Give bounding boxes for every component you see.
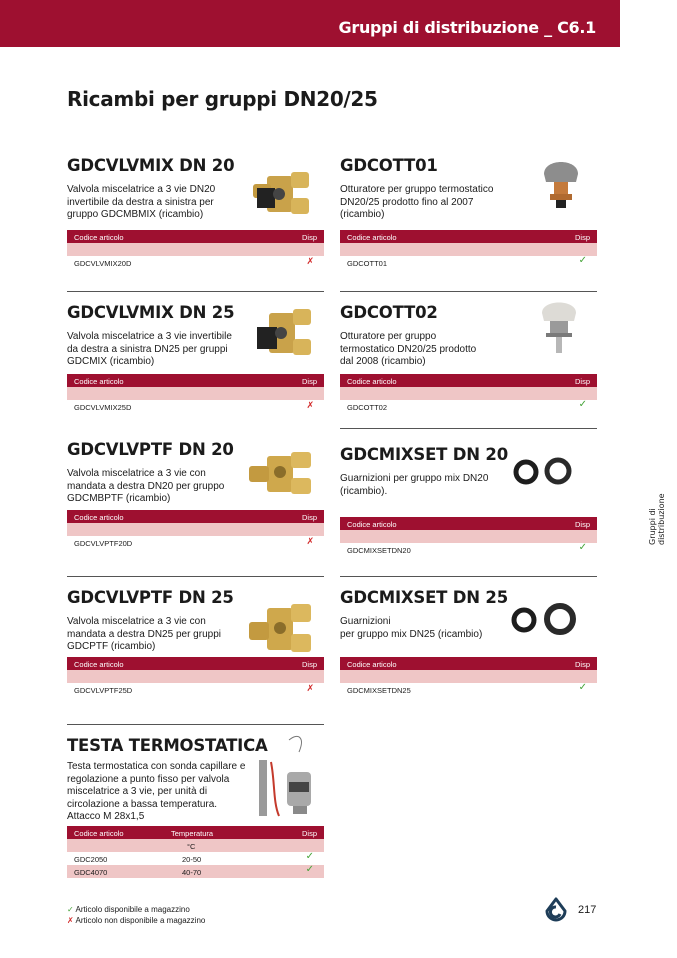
table-band <box>340 243 597 256</box>
divider <box>340 291 597 292</box>
legend-unavailable <box>67 915 205 926</box>
article-table <box>67 374 324 413</box>
table-row <box>67 683 324 696</box>
unavailable-cross-icon: ✗ <box>306 256 314 266</box>
col-code-header: Codice articolo <box>347 232 397 242</box>
article-code: GDCOTT01 <box>347 259 388 268</box>
legend-unavailable-text: Articolo non disponibile a magazzino <box>75 916 206 925</box>
product-gdcmixset-dn20 <box>340 428 597 558</box>
divider <box>340 576 597 577</box>
table-band <box>67 243 324 256</box>
temperature-range: 20-50 <box>182 855 202 864</box>
col-code-header: Codice articolo <box>74 232 124 242</box>
product-name: GDCVLVPTF DN 25 <box>67 588 234 607</box>
temperature-unit: °C <box>187 842 196 851</box>
col-temperature-header: Temperatura <box>171 828 214 838</box>
available-check-icon: ✓ <box>305 864 314 875</box>
article-table <box>67 230 324 269</box>
table-band <box>67 523 324 536</box>
product-description: Valvola miscelatrice a 3 vie con mandata a destra DN20 per gruppo GDCMBPTF (ricambio) <box>67 468 225 505</box>
table-header <box>67 826 324 839</box>
valve-image <box>245 446 317 502</box>
table-band <box>67 670 324 683</box>
valve-image <box>247 168 317 220</box>
table-row <box>340 543 597 556</box>
table-header <box>67 374 324 387</box>
table-row <box>67 852 324 865</box>
brand-logo-icon <box>543 897 569 923</box>
available-check-icon: ✓ <box>578 682 587 693</box>
table-header <box>340 657 597 670</box>
page-title: Ricambi per gruppi DN20/25 <box>67 87 378 111</box>
table-row <box>340 400 597 413</box>
table-header <box>340 517 597 530</box>
divider <box>67 724 324 725</box>
table-band <box>340 387 597 400</box>
temperature-table <box>67 826 324 878</box>
col-disp-header: Disp <box>301 659 317 669</box>
availability-legend <box>67 904 205 926</box>
table-band <box>67 839 324 852</box>
side-label-line: Gruppi di <box>648 508 657 545</box>
col-disp-header: Disp <box>301 376 317 386</box>
article-code: GDCMIXSETDN20 <box>347 546 411 555</box>
legend-available-text: Articolo disponibile a magazzino <box>75 905 190 914</box>
product-name: GDCMIXSET DN 25 <box>340 588 508 607</box>
unavailable-cross-icon: ✗ <box>67 916 74 925</box>
product-name: TESTA TERMOSTATICA <box>67 736 268 755</box>
col-disp-header: Disp <box>574 659 590 669</box>
valve-image <box>247 305 317 361</box>
unavailable-cross-icon: ✗ <box>306 536 314 546</box>
temperature-range: 40-70 <box>182 868 202 877</box>
product-gdcott02 <box>340 291 597 421</box>
product-name: GDCOTT02 <box>340 303 438 322</box>
product-description: Otturatore per gruppo termostatico DN20/25 prodotto dal 2008 (ricambio) <box>340 331 477 368</box>
product-name: GDCVLVPTF DN 20 <box>67 440 234 459</box>
article-code: GDCVLVPTF20D <box>74 539 133 548</box>
product-gdcvlvmix-dn25 <box>67 291 324 421</box>
product-gdcmixset-dn25 <box>340 576 597 706</box>
legend-available <box>67 904 205 915</box>
gasket-image <box>512 456 576 486</box>
product-description: Guarnizioni per gruppo mix DN20 (ricambio). <box>340 473 489 497</box>
table-row <box>340 256 597 269</box>
description-line: per gruppo mix DN25 (ricambio) <box>340 628 483 640</box>
product-gdcvlvptf-dn25 <box>67 576 324 706</box>
side-section-label <box>648 493 666 545</box>
col-code-header: Codice articolo <box>74 376 124 386</box>
divider <box>67 576 324 577</box>
table-header <box>67 510 324 523</box>
product-name: GDCVLVMIX DN 20 <box>67 156 235 175</box>
thermostatic-head-image <box>249 732 321 824</box>
product-description: Valvola miscelatrice a 3 vie DN20 invertibile da destra a sinistra per gruppo GDCMBMIX (ricambio) <box>67 184 216 221</box>
available-check-icon: ✓ <box>578 255 587 266</box>
table-row <box>67 865 324 878</box>
col-code-header: Codice articolo <box>74 828 124 838</box>
gasket-image <box>510 602 582 638</box>
col-code-header: Codice articolo <box>74 512 124 522</box>
available-check-icon: ✓ <box>578 399 587 410</box>
product-testa-termostatica <box>67 724 324 884</box>
table-header <box>340 374 597 387</box>
article-table <box>67 510 324 549</box>
col-disp-header: Disp <box>301 512 317 522</box>
table-row <box>340 683 597 696</box>
table-header <box>67 657 324 670</box>
product-description <box>340 616 505 641</box>
product-name: GDCOTT01 <box>340 156 438 175</box>
product-name: GDCVLVMIX DN 25 <box>67 303 235 322</box>
description-line: Guarnizioni <box>340 616 391 627</box>
divider <box>340 428 597 429</box>
available-check-icon: ✓ <box>578 542 587 553</box>
table-header <box>340 230 597 243</box>
col-code-header: Codice articolo <box>347 659 397 669</box>
col-code-header: Codice articolo <box>347 376 397 386</box>
unavailable-cross-icon: ✗ <box>306 400 314 410</box>
table-row <box>67 400 324 413</box>
article-table <box>340 657 597 696</box>
article-table <box>340 517 597 556</box>
product-gdcvlvptf-dn20 <box>67 428 324 558</box>
table-header <box>67 230 324 243</box>
col-code-header: Codice articolo <box>74 659 124 669</box>
article-code: GDCOTT02 <box>347 403 388 412</box>
article-code: GDCVLVPTF25D <box>74 686 133 695</box>
table-band <box>340 530 597 543</box>
article-code: GDCVLVMIX20D <box>74 259 132 268</box>
available-check-icon: ✓ <box>305 851 314 862</box>
table-band <box>340 670 597 683</box>
article-table <box>340 230 597 269</box>
table-row <box>67 256 324 269</box>
section-title: Gruppi di distribuzione _ C6.1 <box>338 18 596 37</box>
product-description: Otturatore per gruppo termostatico DN20/25 prodotto fino al 2007 (ricambio) <box>340 184 494 221</box>
article-table <box>67 657 324 696</box>
article-code: GDCMIXSETDN25 <box>347 686 411 695</box>
divider <box>67 291 324 292</box>
article-code: GDC4070 <box>74 868 108 877</box>
page-number: 217 <box>578 904 597 916</box>
col-disp-header: Disp <box>301 232 317 242</box>
product-gdcvlvmix-dn20 <box>67 144 324 274</box>
col-disp-header: Disp <box>301 828 317 838</box>
product-gdcott01 <box>340 144 597 274</box>
side-label-line: distribuzione <box>657 493 666 545</box>
table-band <box>67 387 324 400</box>
unavailable-cross-icon: ✗ <box>306 683 314 693</box>
obturator-image <box>536 152 586 212</box>
col-disp-header: Disp <box>574 519 590 529</box>
section-header-bar <box>0 0 620 47</box>
obturator-image <box>534 295 584 357</box>
product-description: Testa termostatica con sonda capillare e regolazione a punto fisso per valvola miscelatrice a 3 vie, per unità di circolazione a bassa temperatura. Attacco M 28x1,5 <box>67 761 246 823</box>
product-name: GDCMIXSET DN 20 <box>340 445 508 464</box>
valve-image <box>245 598 317 658</box>
article-table <box>340 374 597 413</box>
product-description: Valvola miscelatrice a 3 vie invertibile da destra a sinistra DN25 per gruppi GDCMIX (ricambio) <box>67 331 232 368</box>
col-code-header: Codice articolo <box>347 519 397 529</box>
col-disp-header: Disp <box>574 376 590 386</box>
available-check-icon: ✓ <box>67 905 74 914</box>
article-code: GDC2050 <box>74 855 108 864</box>
product-description: Valvola miscelatrice a 3 vie con mandata a destra DN25 per gruppi GDCPTF (ricambio) <box>67 616 221 653</box>
article-code: GDCVLVMIX25D <box>74 403 132 412</box>
table-row <box>67 536 324 549</box>
col-disp-header: Disp <box>574 232 590 242</box>
